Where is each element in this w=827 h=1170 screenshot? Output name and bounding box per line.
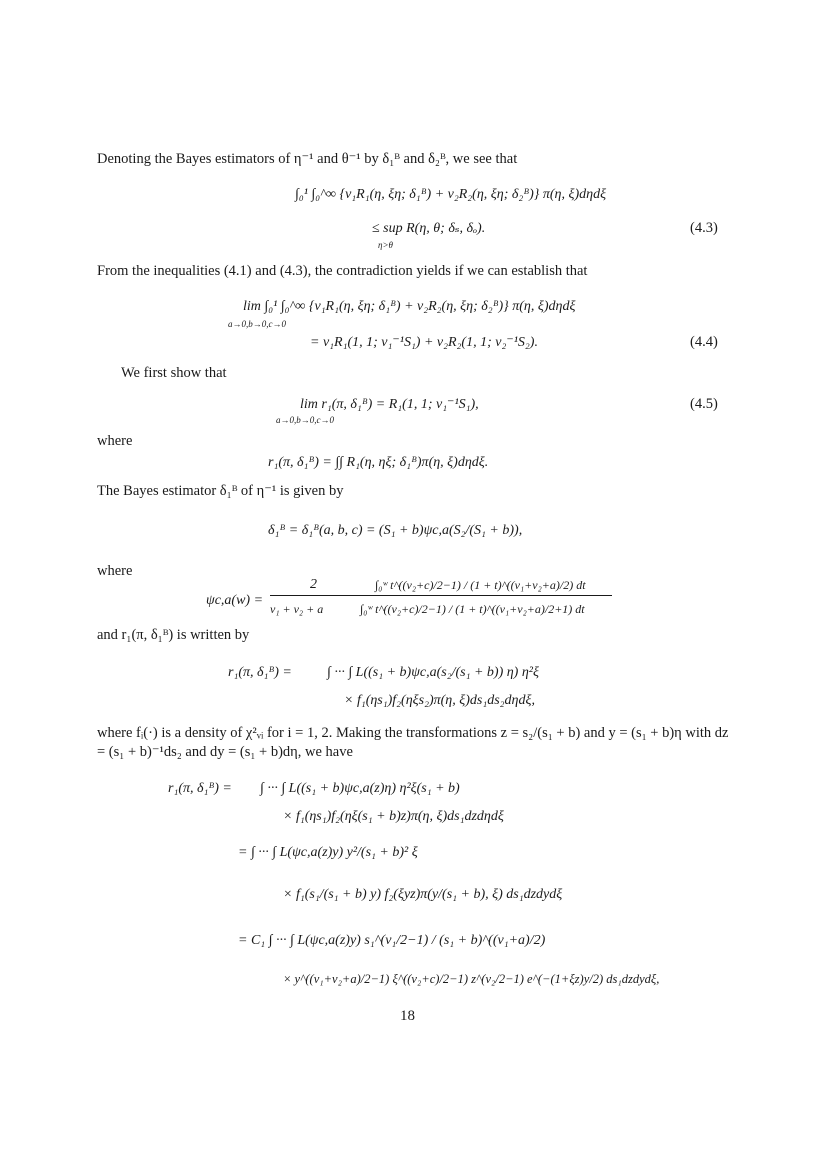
paragraph-contradiction: From the inequalities (4.1) and (4.3), the contradiction yields if we can establish that — [97, 263, 588, 279]
equation-r1-first-lhs: r₁(π, δ₁ᴮ) = — [228, 665, 292, 680]
equation-r1-first-line2: × f₁(ηs₁)f₂(ηξs₂)π(η, ξ)ds₁ds₂dηdξ, — [344, 693, 535, 708]
equation-r1-second-line5: = C₁ ∫ ··· ∫ L(ψc,a(z)y) s₁^(ν₁/2−1) / (s₁ + b)^((ν₁+a)/2) — [238, 933, 546, 948]
paragraph-r1-written: and r₁(π, δ₁ᴮ) is written by — [97, 627, 250, 643]
paragraph-first-show: We first show that — [121, 365, 227, 381]
paragraph-where-1: where — [97, 433, 133, 449]
page-number: 18 — [400, 1008, 415, 1024]
equation-4-4-line1: lim ∫₀¹ ∫₀^∞ {ν₁R₁(η, ξη; δ₁ᴮ) + ν₂R₂(η, ξη; δ₂ᴮ)} π(η, ξ)dηdξ — [243, 299, 576, 314]
equation-r1-second-line3: = ∫ ··· ∫ L(ψc,a(z)y) y²/(s₁ + b)² ξ — [238, 845, 418, 860]
equation-4-4-subscript: a→0,b→0,c→0 — [228, 319, 286, 329]
equation-psi-frac-denominator: ν₁ + ν₂ + a — [270, 602, 324, 616]
equation-psi-denominator: ∫₀ʷ t^((ν₂+c)/2−1) / (1 + t)^((ν₁+ν₂+a)/2+1) dt — [360, 602, 585, 616]
equation-4-5-subscript: a→0,b→0,c→0 — [276, 415, 334, 425]
equation-4-3-line2: ≤ sup R(η, θ; δₛ, δₒ). — [372, 221, 486, 236]
equation-r1-first-line1: ∫ ··· ∫ L((s₁ + b)ψc,a(s₂/(s₁ + b)) η) η²ξ — [327, 665, 539, 680]
paragraph-intro: Denoting the Bayes estimators of η⁻¹ and θ⁻¹ by δ₁ᴮ and δ₂ᴮ, we see that — [97, 151, 518, 167]
equation-4-3-subscript: η>θ — [378, 240, 393, 250]
paragraph-bayes-estimator: The Bayes estimator δ₁ᴮ of η⁻¹ is given by — [97, 483, 344, 499]
equation-4-3-line1: ∫₀¹ ∫₀^∞ {ν₁R₁(η, ξη; δ₁ᴮ) + ν₂R₂(η, ξη; δ₂ᴮ)} π(η, ξ)dηdξ — [295, 187, 607, 202]
paragraph-transformations: where fᵢ(·) is a density of χ²ᵥᵢ for i = 1, 2. Making the transformations z = s₂/(s₁ + b) and y = (s₁ + b)η with dz = (s₁ + b)⁻¹ds₂ and dy = (s₁ + b)dη, we have — [97, 725, 729, 760]
paragraph-where-2: where — [97, 563, 133, 579]
equation-number-4-5: (4.5) — [690, 396, 718, 412]
equation-4-4-line2: = ν₁R₁(1, 1; ν₁⁻¹S₁) + ν₂R₂(1, 1; ν₂⁻¹S₂). — [310, 335, 538, 350]
equation-psi-frac-numerator: 2 — [310, 577, 317, 592]
equation-psi-fraction-bar — [270, 595, 612, 596]
equation-bayes-estimator: δ₁ᴮ = δ₁ᴮ(a, b, c) = (S₁ + b)ψc,a(S₂/(S₁ + b)), — [268, 523, 523, 538]
equation-psi-lhs: ψc,a(w) = — [206, 593, 264, 608]
equation-r1-second-line4: × f₁(s₁/(s₁ + b) y) f₂(ξyz)π(y/(s₁ + b), ξ) ds₁dzdydξ — [283, 887, 563, 902]
equation-number-4-3: (4.3) — [690, 220, 718, 236]
equation-number-4-4: (4.4) — [690, 334, 718, 350]
equation-r1-second-lhs: r₁(π, δ₁ᴮ) = — [168, 781, 232, 796]
equation-r1-second-line1: ∫ ··· ∫ L((s₁ + b)ψc,a(z)η) η²ξ(s₁ + b) — [260, 781, 460, 796]
equation-r1-second-line6: × y^((ν₁+ν₂+a)/2−1) ξ^((ν₂+c)/2−1) z^(ν₂/2−1) e^(−(1+ξz)y/2) ds₁dzdydξ, — [283, 972, 660, 986]
equation-psi-numerator: ∫₀ʷ t^((ν₂+c)/2−1) / (1 + t)^((ν₁+ν₂+a)/2) dt — [375, 578, 586, 592]
equation-r1-definition: r₁(π, δ₁ᴮ) = ∫∫ R₁(η, ηξ; δ₁ᴮ)π(η, ξ)dηdξ. — [268, 455, 489, 470]
equation-4-5: lim r₁(π, δ₁ᴮ) = R₁(1, 1; ν₁⁻¹S₁), — [300, 397, 479, 412]
equation-r1-second-line2: × f₁(ηs₁)f₂(ηξ(s₁ + b)z)π(η, ξ)ds₁dzdηdξ — [283, 809, 504, 824]
